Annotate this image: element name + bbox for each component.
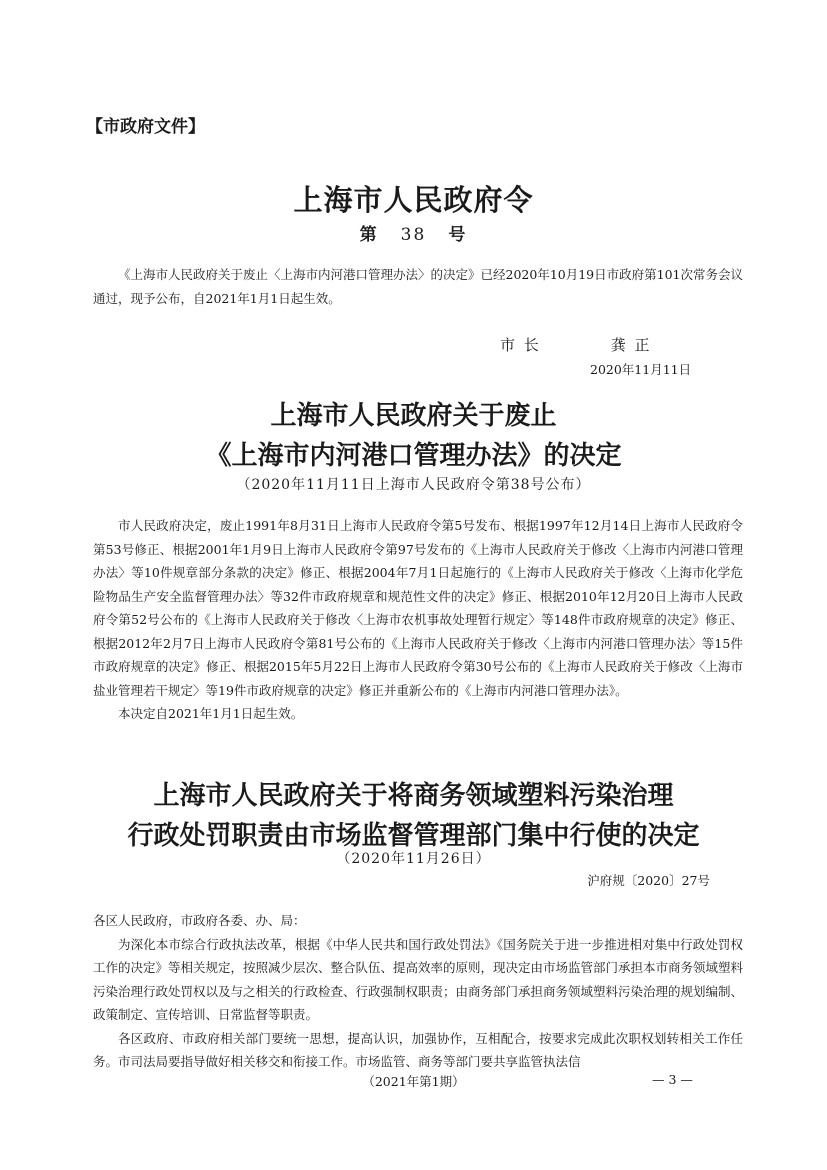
decision2-addressee: 各区人民政府，市政府各委、办、局：	[93, 913, 306, 928]
order-signature	[500, 334, 652, 355]
decision1-title-line1: 上海市人民政府关于废止	[270, 401, 557, 431]
decision2-date: （2020年11月26日）	[336, 851, 491, 867]
page-number: — 3 —	[652, 1072, 693, 1087]
signer-title: 市 长	[500, 336, 541, 354]
order-number	[0, 220, 827, 245]
decision1-paragraph-1: 市人民政府决定，废止1991年8月31日上海市人民政府令第5号发布、根据1997年12月14日上海市人民政府令第53号修正、根据2001年1月9日上海市人民政府令第97号发布的《上海市人民政府关于修改〈上海市内河港口管理办法〉等10件规章部分条款的决定》修正、根据2004年7月1日起施行的《上海市人民政府关于修改〈上海市化学危险物品生产安全监督管理办法〉等32件市政府规章和规范性文件的决定》修正、根据2010年12月20日上海市人民政府令第52号公布的《上海市人民政府关于修改〈上海市农机事故处理暂行规定〉等148件市政府规章的决定》修正、根据2012年2月7日上海市人民政府令第81号公布的《上海市人民政府关于修改〈上海市内河港口管理办法〉等15件市政府规章的决定》修正、根据2015年5月22日上海市人民政府令第30号公布的《上海市人民政府关于修改〈上海市盐业管理若干规定〉等19件市政府规章的决定》修正并重新公布的《上海市内河港口管理办法》。	[93, 518, 743, 698]
order-title: 上海市人民政府令	[293, 183, 534, 217]
decision2-title-line2: 行政处罚职责由市场监督管理部门集中行使的决定	[127, 821, 700, 851]
decision2-paragraph-1: 为深化本市综合行政执法改革，根据《中华人民共和国行政处罚法》《国务院关于进一步推进相对集中行政处罚权工作的决定》等相关规定，按照减少层次、整合队伍、提高效率的原则，现决定由市场监管部门承担本市商务领域塑料污染治理行政处罚权以及与之相关的行政检查、行政强制权职责；由商务部门承担商务领域塑料污染治理的规划编制、政策制定、宣传培训、日常监督等职责。	[93, 936, 744, 1022]
section-tag: 【市政府文件】	[86, 117, 205, 137]
order-number-suffix: 号	[448, 225, 468, 245]
decision1-title-line2: 《上海市内河港口管理办法》的决定	[205, 441, 622, 471]
decision1-paragraph-2: 本决定自2021年1月1日起生效。	[118, 706, 304, 721]
footer-issue: （2021年第1期）	[362, 1074, 465, 1089]
decision1-subtitle: （2020年11月11日上海市人民政府令第38号公布）	[236, 477, 591, 493]
order-paragraph: 《上海市人民政府关于废止〈上海市内河港口管理办法〉的决定》已经2020年10月19日市政府第101次常务会议通过，现予公布，自2021年1月1日起生效。	[93, 267, 743, 306]
order-number-prefix: 第	[359, 225, 379, 245]
decision2-title-line1: 上海市人民政府关于将商务领域塑料污染治理	[153, 781, 674, 811]
document-number: 沪府规〔2020〕27号	[587, 873, 710, 888]
decision2-paragraph-2: 各区政府、市政府相关部门要统一思想，提高认识，加强协作，互相配合，按要求完成此次职权划转相关工作任务。市司法局要指导做好相关移交和衔接工作。市场监管、商务等部门要共享监管执法信	[93, 1030, 743, 1069]
order-text	[93, 263, 743, 310]
decision2-body	[93, 909, 743, 1074]
order-number-value: 38	[400, 225, 427, 245]
signer-name: 龚 正	[610, 336, 652, 354]
decision2-title	[0, 776, 827, 856]
decision1-title	[0, 396, 827, 476]
order-date: 2020年11月11日	[590, 362, 692, 377]
decision1-body	[93, 514, 743, 726]
